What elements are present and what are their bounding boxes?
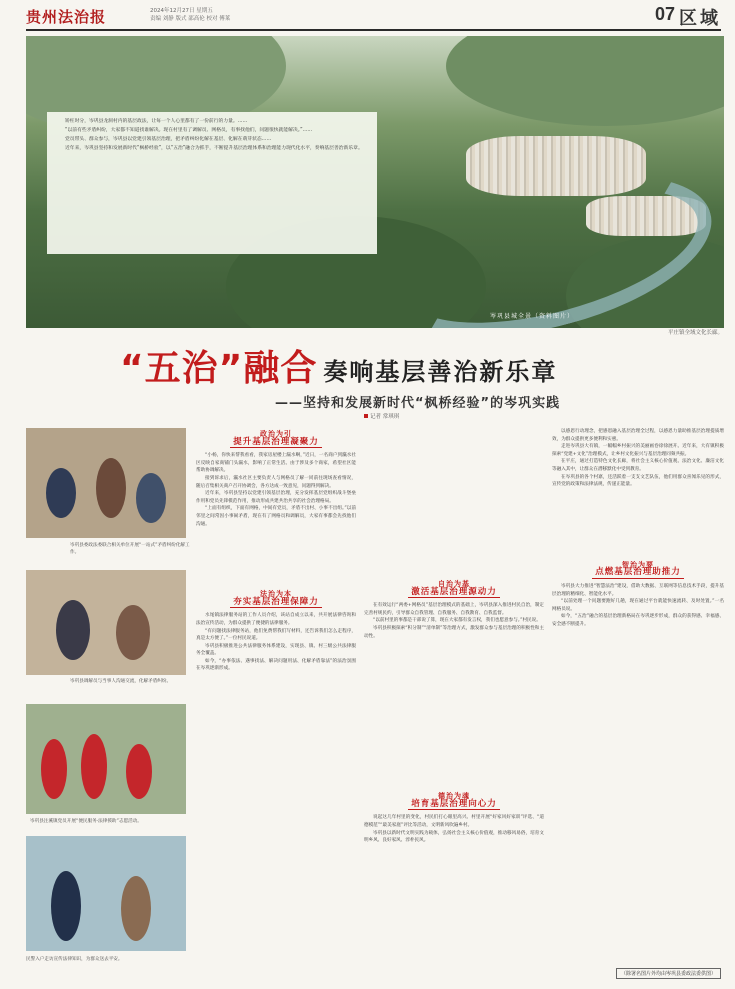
header-rule [26, 29, 721, 31]
photo-caption: 民警入户走访宣传法律知识，为群众送去平安。 [26, 957, 123, 962]
photo-mediation-meeting [26, 428, 186, 538]
article-paragraph: “小杨，你快来帮我看看，我家房屋楼上漏水啊，”近日，一名商户到瀛水社区反映自家商铺门头漏水，影响了正常生活。由于涉及多个商家，希望社区能帮助协调解决。 [196, 453, 356, 474]
section-title [552, 562, 724, 579]
photo-credit: 岑巩县城全景（资料图片） [489, 313, 574, 320]
article-paragraph: 在岑巩县的各个村寨，还活跃着一支支文艺队伍，他们用群众喜闻乐见的形式，宣传党的政策和法律法规，传递正能量。 [552, 474, 724, 488]
article-paragraph: 岑巩县积极探索“积分制”“清单制”等治理方式，激发群众参与基层治理的积极性和主动性。 [364, 625, 544, 639]
section-kicker: 法治为本 [260, 590, 292, 599]
intro-paragraph: 党员带头、群众参与，岑巩县以党建引领基层治理，把矛盾纠纷化解在基层、化解在萌芽状态…… [65, 137, 272, 142]
column-1 [196, 428, 356, 968]
byline-marker [364, 414, 368, 418]
article-paragraph: “以前村里的事都是干部说了算，现在大家都有发言权，我们也愿意参与。”村民说。 [373, 618, 541, 624]
photo-mediator-talk [26, 570, 186, 675]
section-heading: 点燃基层治理助推力 [592, 569, 684, 579]
editor-credits: 责编 刘静 版式 邵高伦 校对 傅莱 [150, 16, 231, 22]
section-title [196, 431, 356, 448]
page-number: 07 [654, 4, 675, 24]
article-paragraph: 如今，“办事依法、遇事找法、解决问题用法、化解矛盾靠法”的法治氛围在岑巩逐渐形成。 [196, 658, 356, 672]
photo-caption: 岑巩县调解员与当事人沟通交流，化解矛盾纠纷。 [70, 679, 172, 684]
page-header [0, 0, 735, 32]
subheadline: ——坚持和发展新时代“枫桥经验”的岑巩实践 [275, 396, 561, 411]
section-heading: 激活基层治理源动力 [408, 589, 500, 599]
newspaper-logo: 贵州法治报 [26, 8, 107, 26]
article-paragraph: 接到诉求后，瀛水社区主要负责人与网格员了解一同前往现场查看情况，随后召集相关商户召开协调会，各方达成一致意见，问题得到解决。 [196, 475, 356, 489]
article-paragraph: 在有效运行“两委+网格员”基层治理模式的基础上，岑巩县深入推进村民自治，制定完善村规民约，引导群众自我管理、自我服务、自我教育、自我监督。 [364, 603, 544, 616]
headline [120, 340, 680, 389]
article-paragraph: 岑巩县大力推进“智慧法治”建设，借助大数据、互联网等信息技术手段，提升基层治理的精细化、智能化水平。 [552, 583, 724, 597]
section-kicker: 政治为引 [260, 430, 292, 438]
intro-paragraph: “以前有些矛盾纠纷，大家都不知道找谁解决。现在村里有了调解员、网格员，有事找他们，问题很快就能解决。”…… [65, 128, 313, 133]
section-heading: 夯实基层治理保障力 [230, 599, 322, 609]
section-kicker: 智治为要 [622, 560, 654, 569]
article-paragraph: 岑巩县积极推进公共法律服务体系建设，实现县、镇、村三级公共法律服务全覆盖。 [196, 643, 356, 657]
article-paragraph: 近年来，岑巩县坚持以党建引领基层治理，充分发挥基层党组织战斗堡垒作用和党员先锋模范作用，推动形成共建共治共享的社会治理格局。 [196, 491, 356, 504]
column-2 [364, 428, 544, 968]
article-paragraph: 说起这几年村里的变化，村民们打心眼里高兴。村里开展“好家风好家训”评选、“道德模范”“最美家庭”评比等活动，文明新风吹遍乡村。 [364, 815, 544, 828]
headline-main: 奏响基层善治新乐章 [323, 358, 558, 386]
section-title [364, 793, 544, 810]
article-paragraph: “上面有组织，下面有网格，中间有党员，矛盾不出村、小事不出组。”以前邻里之间常因小事闹矛盾，现在有了网格员和调解员，大家有事都会先找他们沟通。 [196, 506, 356, 527]
section-title [364, 581, 544, 598]
article-paragraph: 走进岑巩县大有镇，一幅幅乡村振兴的美丽画卷徐徐展开。近年来，大有镇积极探索“党建+文化”治理模式，让乡村文化振兴与基层治理同频共振。 [552, 444, 724, 457]
photo-volunteers [26, 704, 186, 814]
photo-source-note: （除署名图片外均由岑巩县委政法委供图） [616, 968, 721, 979]
section-heading: 提升基层治理凝聚力 [230, 439, 322, 449]
issue-date: 2024年12月27日 星期五 [150, 8, 213, 14]
article-paragraph: 岑巩县以新时代文明实践为载体，弘扬社会主义核心价值观，推动移风易俗，培育文明乡风、良好家风、淳朴民风。 [364, 830, 544, 844]
article-paragraph: 水尾镇法律服务站的工作人员介绍，该站自成立以来，共开展法律咨询和法治宣传活动，为群众提供了便捷的法律服务。 [196, 613, 356, 626]
panorama-caption: 平庄镇全域文化长廊。 [667, 330, 723, 336]
section-name: 区域 [679, 8, 721, 29]
column-3 [552, 428, 724, 958]
byline-text: 记者 常琪琪 [370, 414, 400, 420]
section-title [196, 591, 356, 608]
article-paragraph: 以感恩行动理念，把感恩融入基层治理全过程，以感恩力量助推基层治理提质增效，为群众提供更多便利和实惠。 [552, 429, 724, 442]
section-kicker: 自治为基 [438, 580, 470, 588]
intro-paragraph: 近年来，岑巩县坚持和发展新时代“枫桥经验”，以“五治”融合为抓手，不断提升基层治理体系和治理能力现代化水平，奏响基层善治新乐章。 [65, 146, 363, 151]
intro-paragraph: 矫枉时分，岑巩县龙洞村内的基层政法，让每一个人心里都有了一份前行的力量。…… [65, 119, 248, 124]
article-paragraph: 在平庄，通过打造特色文化长廊，将社会主义核心价值观、法治文化、廉洁文化等融入其中，让群众在潜移默化中受到教育。 [552, 459, 724, 472]
section-heading: 培育基层治理向心力 [408, 801, 500, 811]
photo-caption: 岑巩县委政法委联合相关单位开展“一站式”矛盾纠纷化解工作。 [70, 543, 190, 555]
article-paragraph: 如今，“五治”融合的基层治理新格局在岑巩逐步形成，群众的获得感、幸福感、安全感不断提升。 [552, 614, 724, 627]
photo-police-visit [26, 836, 186, 951]
article-paragraph: “有问题找法律服务站，他们免费帮我们写材料，还告诉我们怎么走程序，真是太方便了。”一位村民说道。 [196, 628, 356, 642]
byline [364, 412, 399, 420]
photo-caption: 岑巩县注溪镇党员开展“便民服务·法律援助”志愿活动。 [30, 819, 142, 824]
intro-box [47, 112, 377, 254]
article-paragraph: “以前处理一个问题要跑好几趟，现在通过平台就能快速流转、及时处置。”一名网格员说。 [552, 599, 724, 612]
section-kicker: 德治为魂 [438, 792, 470, 801]
headline-quote: “五治”融合 [120, 348, 318, 389]
